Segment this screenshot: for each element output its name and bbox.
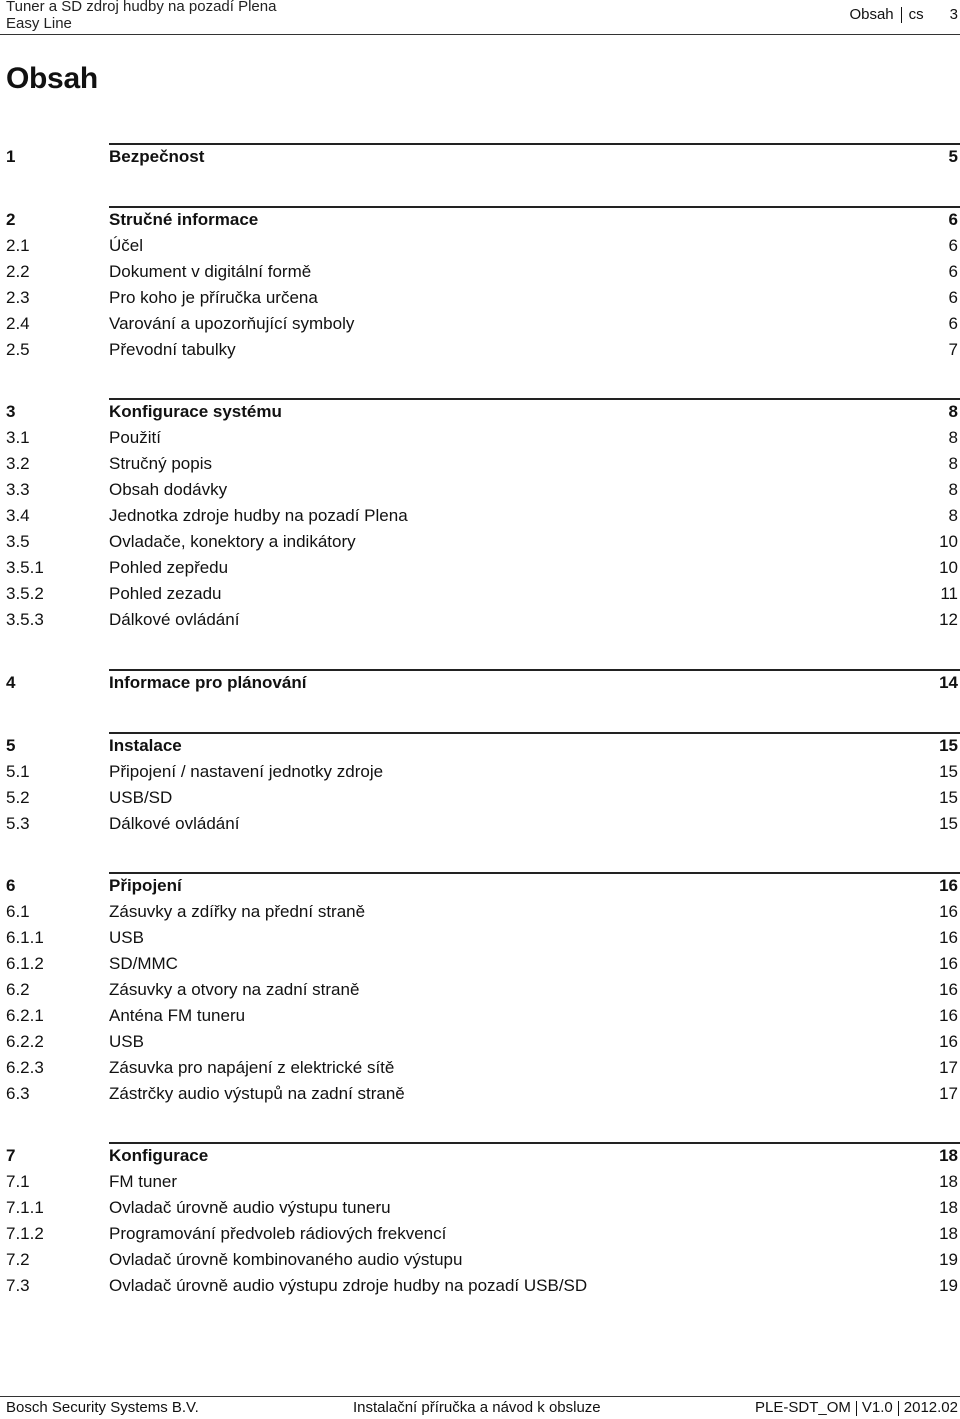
- toc-entry-number: 1: [6, 147, 16, 166]
- toc-entry-title: Konfigurace: [109, 1146, 209, 1165]
- toc-entry-title: Pohled zezadu: [109, 584, 222, 603]
- toc-entry[interactable]: [0, 1169, 960, 1195]
- toc-entry[interactable]: [0, 1081, 960, 1107]
- header-separator: [901, 7, 902, 23]
- toc-entry-page: 6: [948, 288, 958, 307]
- toc-entry[interactable]: [0, 233, 960, 259]
- footer-version: V1.0: [861, 1399, 893, 1416]
- toc-entry-title: USB: [109, 1032, 144, 1051]
- toc-entry-page: 16: [939, 980, 958, 999]
- toc-entry-title: Stručný popis: [109, 454, 212, 473]
- toc-entry-number: 2.4: [6, 314, 30, 333]
- footer-company: Bosch Security Systems B.V.: [6, 1399, 199, 1416]
- toc-entry-number: 3.5.2: [6, 584, 44, 603]
- toc-entry-number: 7.2: [6, 1250, 30, 1269]
- toc-entry-title: SD/MMC: [109, 954, 178, 973]
- page-footer: [0, 1396, 960, 1419]
- toc-entry-number: 3.1: [6, 428, 30, 447]
- toc-entry[interactable]: [0, 477, 960, 503]
- toc-entry-title: Obsah dodávky: [109, 480, 228, 499]
- toc-entry-title: Dokument v digitální formě: [109, 262, 312, 281]
- toc-entry-page: 11: [940, 584, 958, 603]
- toc-entry-number: 3.5.1: [6, 558, 44, 577]
- toc-entry-title: Zásuvky a otvory na zadní straně: [109, 980, 360, 999]
- toc-entry-page: 16: [939, 954, 958, 973]
- toc-entry-title: Konfigurace systému: [109, 402, 282, 421]
- document-title: Tuner a SD zdroj hudby na pozadí Plena: [6, 0, 277, 15]
- toc-entry-page: 15: [939, 736, 958, 755]
- product-line: Easy Line: [6, 15, 72, 32]
- toc-entry-number: 6.2: [6, 980, 30, 999]
- toc-entry-number: 7: [6, 1146, 16, 1165]
- toc-entry-title: Varování a upozorňující symboly: [109, 314, 355, 333]
- toc-entry-title: Pohled zepředu: [109, 558, 229, 577]
- toc-entry-number: 5.1: [6, 762, 30, 781]
- toc-entry-page: 18: [939, 1146, 958, 1165]
- toc-entry[interactable]: [0, 1247, 960, 1273]
- toc-entry-page: 10: [939, 532, 958, 551]
- toc-entry-page: 6: [948, 314, 958, 333]
- page-header: [0, 0, 960, 35]
- toc-entry-title: Ovladač úrovně audio výstupu tuneru: [109, 1198, 391, 1217]
- toc-entry-title: Účel: [109, 236, 144, 255]
- toc-entry-title: Dálkové ovládání: [109, 610, 240, 629]
- toc-entry-title: Zásuvky a zdířky na přední straně: [109, 902, 366, 921]
- toc-entry-number: 3.2: [6, 454, 30, 473]
- footer-separator: [856, 1401, 857, 1416]
- toc-entry-page: 7: [948, 340, 958, 359]
- toc-entry[interactable]: [0, 977, 960, 1003]
- toc-entry[interactable]: [0, 555, 960, 581]
- toc-entry-number: 3: [6, 402, 16, 421]
- footer-doc-code: PLE-SDT_OM: [755, 1399, 851, 1416]
- toc-entry-page: 17: [939, 1058, 958, 1077]
- toc-entry-page: 8: [948, 402, 958, 421]
- toc-entry-title: Bezpečnost: [109, 147, 205, 166]
- toc-entry-page: 16: [939, 928, 958, 947]
- footer-document-info: [755, 1399, 958, 1416]
- header-page-number: 3: [949, 6, 958, 23]
- footer-document-name: Instalační příručka a návod k obsluze: [353, 1399, 601, 1416]
- toc-entry-page: 6: [948, 262, 958, 281]
- toc-entry[interactable]: [0, 451, 960, 477]
- toc-entry-title: Ovladače, konektory a indikátory: [109, 532, 356, 551]
- toc-entry-title: Připojení / nastavení jednotky zdroje: [109, 762, 384, 781]
- toc-entry[interactable]: [0, 607, 960, 633]
- toc-entry-number: 3.3: [6, 480, 30, 499]
- toc-entry[interactable]: [0, 285, 960, 311]
- toc-entry[interactable]: [0, 1055, 960, 1081]
- toc-entry[interactable]: [0, 811, 960, 837]
- toc-chapter-entry[interactable]: [0, 873, 960, 899]
- toc-entry-number: 5.2: [6, 788, 30, 807]
- toc-entry-page: 6: [948, 210, 958, 229]
- toc-entry-title: Programování předvoleb rádiových frekvencí: [109, 1224, 447, 1243]
- toc-entry-title: USB/SD: [109, 788, 173, 807]
- toc-entry[interactable]: [0, 581, 960, 607]
- toc-entry-title: Instalace: [109, 736, 182, 755]
- toc-entry-page: 19: [939, 1250, 958, 1269]
- toc-entry[interactable]: [0, 1029, 960, 1055]
- header-section-info: [849, 6, 958, 23]
- toc-entry[interactable]: [0, 259, 960, 285]
- toc-entry-page: 12: [939, 610, 958, 629]
- header-language: cs: [908, 6, 924, 23]
- toc-entry-number: 6.1.2: [6, 954, 44, 973]
- toc-entry[interactable]: [0, 1003, 960, 1029]
- toc-entry-page: 16: [939, 1032, 958, 1051]
- toc-entry-number: 7.1.2: [6, 1224, 44, 1243]
- toc-entry-number: 7.3: [6, 1276, 30, 1295]
- toc-entry[interactable]: [0, 951, 960, 977]
- toc-entry-page: 8: [948, 428, 958, 447]
- toc-entry-page: 16: [939, 1006, 958, 1025]
- toc-entry-page: 17: [939, 1084, 958, 1103]
- toc-entry-title: Jednotka zdroje hudby na pozadí Plena: [109, 506, 408, 525]
- toc-entry-page: 18: [939, 1224, 958, 1243]
- toc-entry-page: 14: [939, 673, 958, 692]
- toc-entry-title: FM tuner: [109, 1172, 178, 1191]
- toc-entry-page: 8: [948, 506, 958, 525]
- toc-entry-page: 16: [939, 902, 958, 921]
- toc-entry-number: 6.1.1: [6, 928, 44, 947]
- toc-entry-title: Připojení: [109, 876, 182, 895]
- toc-entry-title: Zásuvka pro napájení z elektrické sítě: [109, 1058, 395, 1077]
- toc-entry-page: 15: [939, 814, 958, 833]
- toc-entry-number: 4: [6, 673, 16, 692]
- toc-entry-page: 15: [939, 788, 958, 807]
- toc-entry[interactable]: [0, 1273, 960, 1299]
- toc-entry-title: Anténa FM tuneru: [109, 1006, 246, 1025]
- toc-entry-title: Informace pro plánování: [109, 673, 307, 692]
- toc-entry[interactable]: [0, 1195, 960, 1221]
- toc-entry-number: 6.2.1: [6, 1006, 44, 1025]
- toc-entry-number: 6.1: [6, 902, 30, 921]
- toc-entry-number: 7.1.1: [6, 1198, 44, 1217]
- toc-entry[interactable]: [0, 899, 960, 925]
- toc-entry-number: 2: [6, 210, 16, 229]
- toc-entry-number: 6.3: [6, 1084, 30, 1103]
- toc-entry-number: 5.3: [6, 814, 30, 833]
- toc-entry-page: 18: [939, 1172, 958, 1191]
- toc-entry-title: Převodní tabulky: [109, 340, 236, 359]
- toc-entry-number: 5: [6, 736, 16, 755]
- toc-entry-title: Ovladač úrovně kombinovaného audio výstupu: [109, 1250, 463, 1269]
- toc-chapter-entry[interactable]: [0, 670, 960, 696]
- toc-entry-page: 5: [948, 147, 958, 166]
- toc-entry-page: 19: [939, 1276, 958, 1295]
- toc-entry[interactable]: [0, 311, 960, 337]
- header-section-name: Obsah: [849, 6, 894, 23]
- toc-entry[interactable]: [0, 925, 960, 951]
- toc-entry-number: 3.5.3: [6, 610, 44, 629]
- toc-entry-title: Dálkové ovládání: [109, 814, 240, 833]
- footer-separator: [898, 1401, 899, 1416]
- toc-entry-page: 18: [939, 1198, 958, 1217]
- footer-date: 2012.02: [903, 1399, 958, 1416]
- toc-entry[interactable]: [0, 759, 960, 785]
- toc-entry-number: 3.4: [6, 506, 30, 525]
- toc-entry-number: 2.5: [6, 340, 30, 359]
- toc-entry-number: 6.2.2: [6, 1032, 44, 1051]
- toc-entry[interactable]: [0, 529, 960, 555]
- toc-entry[interactable]: [0, 503, 960, 529]
- page-title: Obsah: [6, 62, 98, 95]
- toc-entry-title: USB: [109, 928, 144, 947]
- toc-entry[interactable]: [0, 337, 960, 363]
- toc-entry-page: 16: [939, 876, 958, 895]
- toc-entry[interactable]: [0, 785, 960, 811]
- toc-entry-number: 6: [6, 876, 16, 895]
- toc-entry-page: 10: [939, 558, 958, 577]
- toc-chapter-entry[interactable]: [0, 733, 960, 759]
- toc-entry[interactable]: [0, 425, 960, 451]
- toc-chapter-entry[interactable]: [0, 144, 960, 170]
- toc-entry-title: Pro koho je příručka určena: [109, 288, 318, 307]
- toc-entry-number: 2.3: [6, 288, 30, 307]
- toc-entry-title: Stručné informace: [109, 210, 259, 229]
- toc-entry-title: Použití: [109, 428, 161, 447]
- toc-entry-number: 2.2: [6, 262, 30, 281]
- toc-entry-number: 3.5: [6, 532, 30, 551]
- toc-entry-number: 7.1: [6, 1172, 30, 1191]
- toc-chapter-entry[interactable]: [0, 207, 960, 233]
- toc-chapter-entry[interactable]: [0, 399, 960, 425]
- toc-entry-page: 8: [948, 454, 958, 473]
- toc-entry[interactable]: [0, 1221, 960, 1247]
- toc-entry-title: Ovladač úrovně audio výstupu zdroje hudby na pozadí USB/SD: [109, 1276, 588, 1295]
- toc-entry-page: 15: [939, 762, 958, 781]
- toc-entry-page: 6: [948, 236, 958, 255]
- toc-entry-title: Zástrčky audio výstupů na zadní straně: [109, 1084, 405, 1103]
- toc-entry-page: 8: [948, 480, 958, 499]
- toc-entry-number: 6.2.3: [6, 1058, 44, 1077]
- toc-entry-number: 2.1: [6, 236, 30, 255]
- toc-chapter-entry[interactable]: [0, 1143, 960, 1169]
